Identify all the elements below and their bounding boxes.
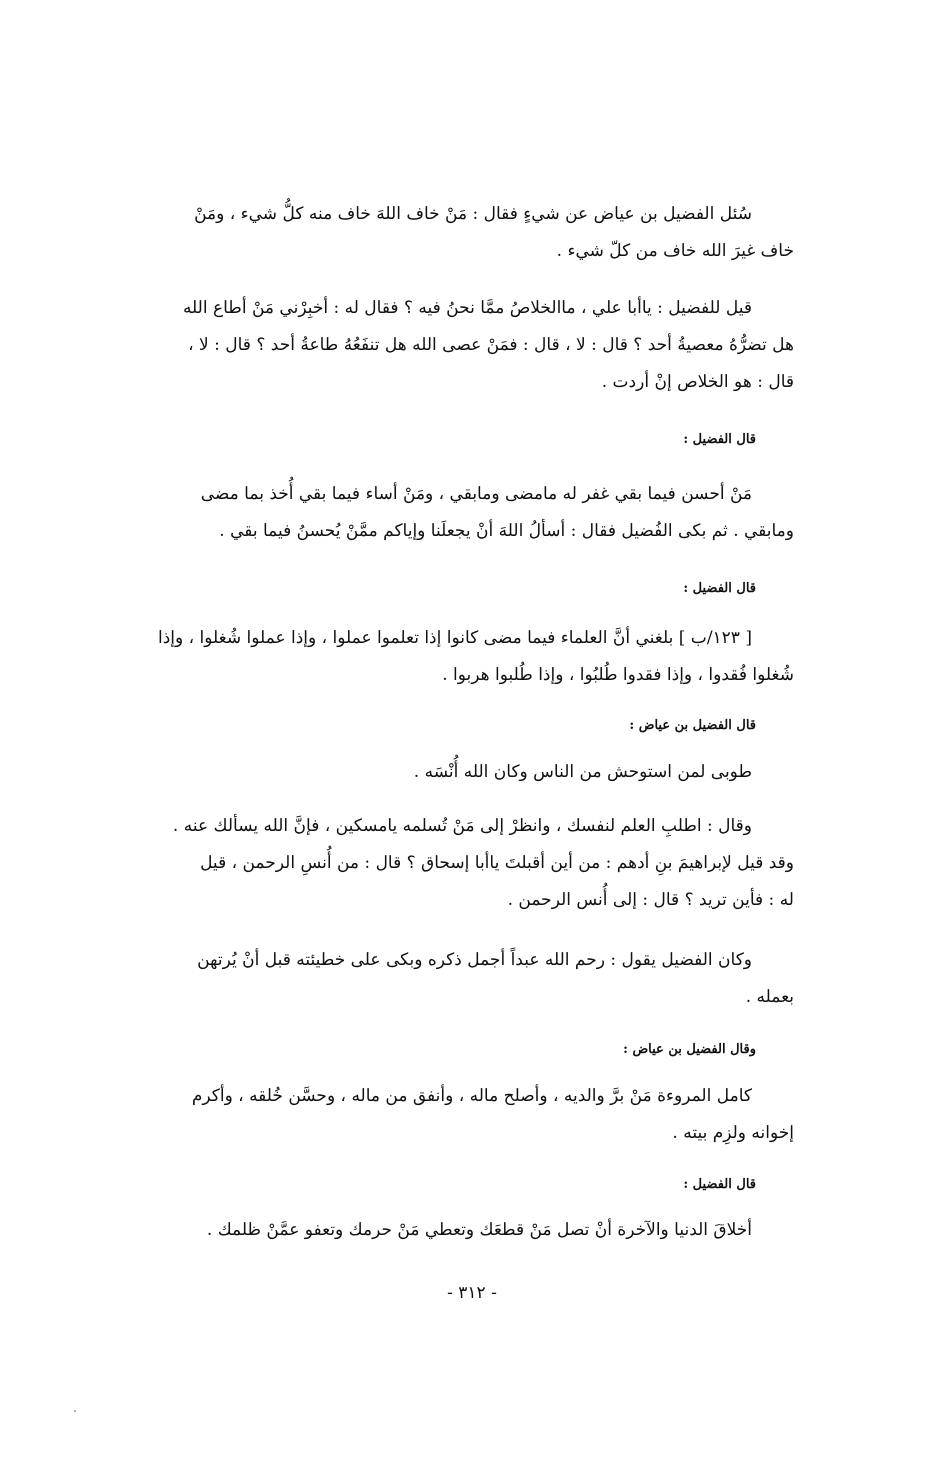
paragraph xyxy=(104,476,794,550)
paragraph xyxy=(104,290,794,401)
page-number: - ٣١٢ - xyxy=(447,1283,497,1303)
paragraph xyxy=(104,196,794,270)
text-line: وقال : اطلبِ العلم لنفسك ، وانظرْ إلى مَنْ تُسلمه يامسكين ، فإنَّ الله يسألك عنه . xyxy=(172,816,752,836)
text-line: بعمله . xyxy=(745,987,794,1007)
text-line: وكان الفضيل يقول : رحم الله عبداً أجمل ذكره وبكى على خطيئته قبل أنْ يُرتهن xyxy=(197,950,752,970)
text-line: طوبى لمن استوحش من الناس وكان الله أُنْسَه . xyxy=(413,762,752,782)
text-line: له : فأين تريد ؟ قال : إلى أُنس الرحمن . xyxy=(507,890,794,910)
text-line: ومابقي . ثم بكى الفُضيل فقال : أسألُ اللهَ أنْ يجعلَنا وإياكم ممَّنْ يُحسنُ فيما بقي . xyxy=(219,521,794,541)
text-line: هل تضرُّهُ معصيةُ أحد ؟ قال : لا ، قال : فمَنْ عصى الله هل تنفَعُهُ طاعةُ أحد ؟ قال : لا ، xyxy=(188,335,794,355)
paragraph xyxy=(104,808,794,919)
paragraph xyxy=(104,1078,794,1152)
scan-speck xyxy=(74,1410,76,1412)
section-heading: قال الفضيل : xyxy=(683,432,756,447)
text-line: [ ١٢٣/ب ] بلغني أنَّ العلماء فيما مضى كانوا إذا تعلموا عملوا ، وإذا عملوا شُغلوا ، وإذا xyxy=(158,628,752,648)
paragraph xyxy=(104,620,794,694)
text-line: إخوانه ولزِم بيته . xyxy=(672,1123,794,1143)
paragraph xyxy=(104,754,794,791)
text-line: شُغلوا فُقدوا ، وإذا فقدوا طُلبُوا ، وإذا طُلبوا هربوا . xyxy=(442,665,794,685)
paragraph xyxy=(104,942,794,1016)
section-heading: وقال الفضيل بن عياض : xyxy=(623,1042,756,1057)
text-line: قال : هو الخلاص إنْ أردت . xyxy=(601,372,794,392)
text-line: أخلاقَ الدنيا والآخرة أنْ تصل مَنْ قطعَك وتعطي مَنْ حرمك وتعفو عمَّنْ ظلمك . xyxy=(206,1220,752,1240)
section-heading: قال الفضيل : xyxy=(683,581,756,596)
text-line: خاف غيرَ الله خاف من كلّ شيء . xyxy=(556,241,794,261)
section-heading: قال الفضيل : xyxy=(683,1177,756,1192)
section-heading: قال الفضيل بن عياض : xyxy=(629,718,756,733)
paragraph xyxy=(104,1212,794,1249)
text-line: كامل المروءة مَنْ برَّ والديه ، وأصلح ماله ، وأنفق من ماله ، وحسَّن خُلقه ، وأكرم xyxy=(191,1086,752,1106)
text-line: مَنْ أحسن فيما بقي غفر له مامضى ومابقي ، ومَنْ أساء فيما بقي أُخذ بما مضى xyxy=(200,484,752,504)
text-line: سُئل الفضيل بن عياض عن شيءٍ فقال : مَنْ خاف اللهَ خاف منه كلُّ شيء ، ومَنْ xyxy=(194,204,752,224)
text-line: قيل للفضيل : ياأبا علي ، ماالخلاصُ ممَّا نحنُ فيه ؟ فقال له : أخبِرْني مَنْ أطاع الله xyxy=(182,298,752,318)
text-line: وقد قيل لإبراهيمَ بنِ أدهم : من أين أقبلتَ ياأبا إسحاق ؟ قال : من أُنسِ الرحمن ، قيل xyxy=(200,853,794,873)
